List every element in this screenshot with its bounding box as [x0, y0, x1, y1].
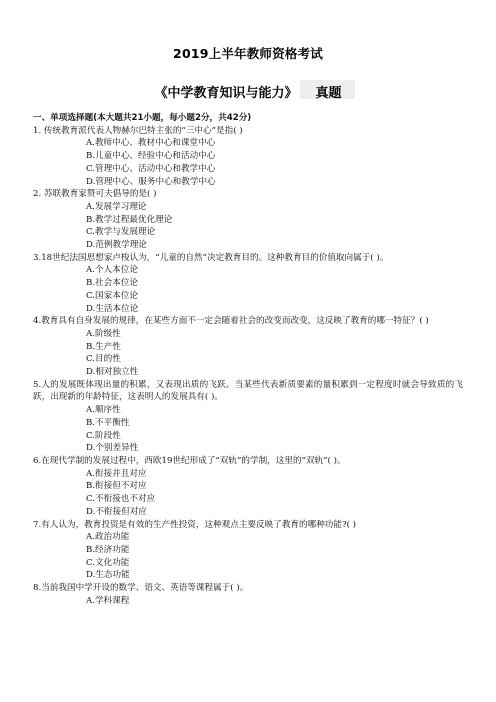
question-stem: 8.当前我国中学开设的数学、语文、英语等课程属于( )。 [33, 583, 249, 594]
answer-option: A.阶级性 [86, 328, 121, 339]
answer-option: B.衔接但不对应 [86, 481, 147, 492]
answer-option: D.生活本位论 [86, 303, 139, 314]
question-stem: 7.有人认为，教育投资是有效的生产性投资，这种观点主要反映了教育的哪种功能?( ) [33, 519, 357, 530]
answer-option: A.发展学习理论 [86, 201, 147, 212]
question-list [33, 125, 463, 608]
question-item [33, 315, 463, 379]
answer-option: A.教师中心、教材中心和课堂中心 [86, 138, 216, 149]
answer-option: A.政治功能 [86, 532, 130, 543]
question-item [33, 379, 463, 455]
question-item [33, 188, 463, 252]
subtitle-book: 《中学教育知识与能力》 [154, 86, 298, 101]
answer-option: D.生态功能 [86, 570, 130, 581]
document-subtitle [0, 82, 496, 101]
answer-option: B.教学过程最优化理论 [86, 214, 173, 225]
document-body [33, 112, 463, 607]
question-item [33, 125, 463, 189]
answer-option: D.个别差异性 [86, 443, 139, 454]
answer-option: D.相对独立性 [86, 367, 139, 378]
section-heading: 一、单项选择题(本大题共21小题，每小题2分，共42分) [33, 113, 252, 123]
answer-option: C.不衔接也不对应 [86, 494, 156, 505]
answer-option: B.不平衡性 [86, 417, 130, 428]
answer-option: D.管理中心、服务中心和教学中心 [86, 176, 216, 187]
question-stem: 2. 苏联教育家赞可夫倡导的是( ) [33, 189, 157, 200]
question-stem: 4.教育具有自身发展的规律，在某些方面不一定会随着社会的改变而改变，这反映了教育的哪一特征？( ) [33, 316, 429, 327]
answer-option: A.个人本位论 [86, 265, 138, 276]
question-item [33, 252, 463, 316]
answer-option: B.社会本位论 [86, 278, 139, 289]
question-stem: 5.人的发展既体现出量的积累，又表现出质的飞跃。当某些代表新质要素的量积累到一定程度时就会导致质的飞跃，出现新的年龄特征，这表明人的发展具有( )。 [33, 379, 463, 403]
question-item [33, 455, 463, 519]
answer-option: D.范例教学理论 [86, 240, 147, 251]
answer-option: C.管理中心、活动中心和教学中心 [86, 163, 216, 174]
answer-option: D.不衔接但对应 [86, 506, 147, 517]
question-stem: 3.18世纪法国思想家卢梭认为，“儿童的自然”决定教育目的。这种教育目的价值取向属于( )。 [33, 252, 389, 263]
question-item [33, 582, 463, 607]
question-stem: 6.在现代学制的发展过程中，西欧19世纪形成了“双轨”的学制，这里的“双轨”( )。 [33, 455, 346, 466]
subtitle-tag: 真题 [315, 86, 342, 101]
answer-option: A.学科课程 [86, 595, 130, 606]
question-item [33, 519, 463, 583]
answer-option: C.文化功能 [86, 557, 130, 568]
question-stem: 1. 传统教育派代表人物赫尔巴特主张的“三中心”是指( ) [33, 125, 243, 136]
answer-option: C.教学与发展理论 [86, 227, 156, 238]
answer-option: B.儿童中心、经验中心和活动中心 [86, 151, 216, 162]
answer-option: C.阶段性 [86, 430, 121, 441]
answer-option: A.衔接并且对应 [86, 468, 147, 479]
answer-option: A.顺序性 [86, 405, 121, 416]
answer-option: C.目的性 [86, 354, 121, 365]
answer-option: C.国家本位论 [86, 290, 138, 301]
document-title: 2019上半年教师资格考试 [173, 46, 323, 61]
answer-option: B.生产性 [86, 341, 121, 352]
answer-option: B.经济功能 [86, 544, 130, 555]
